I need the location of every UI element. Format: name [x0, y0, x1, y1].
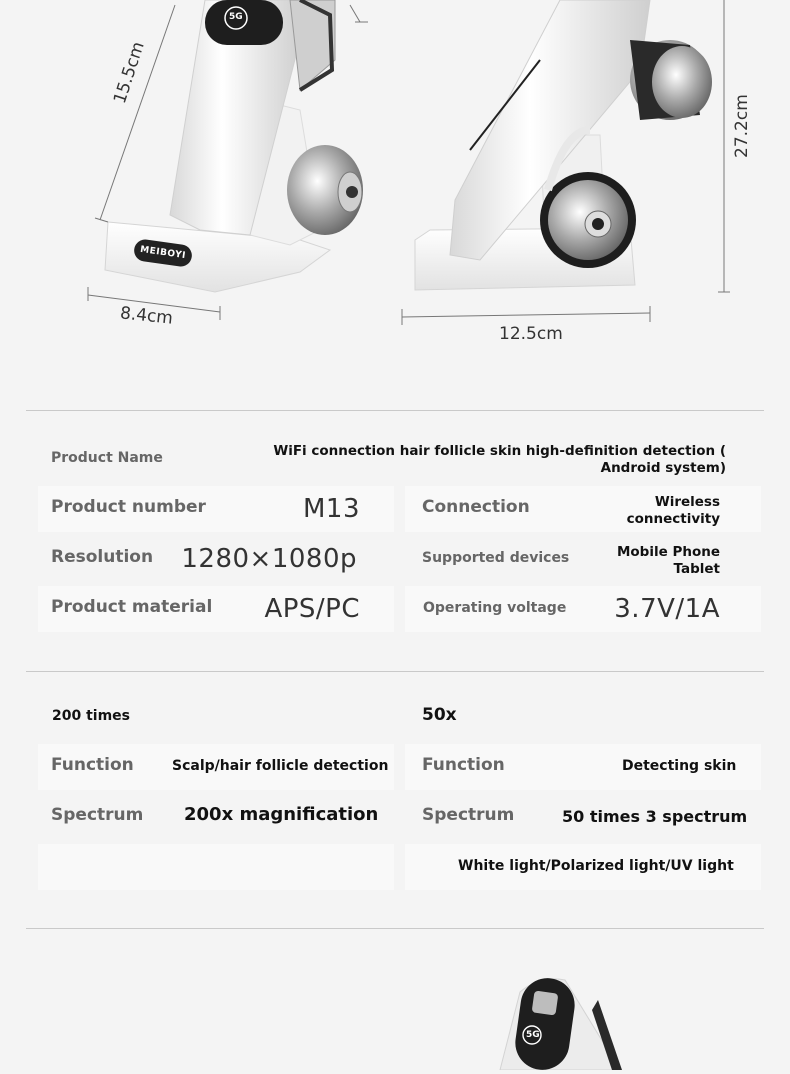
section-divider: [26, 928, 764, 929]
lens-left-title: 200 times: [52, 708, 131, 724]
device-top-drawing: [0, 930, 790, 1070]
section-divider: [26, 410, 764, 411]
lens-left-function-label: Function: [51, 755, 134, 775]
voltage-value: 3.7V/1A: [614, 594, 720, 624]
lens-left-spectrum-label: Spectrum: [51, 805, 144, 825]
lens-cell: [38, 844, 394, 890]
section-divider: [26, 671, 764, 672]
product-dimension-illustration: [0, 0, 790, 380]
lens-right-spectrum-detail: White light/Polarized light/UV light: [458, 858, 734, 874]
voltage-label: Operating voltage: [423, 600, 567, 616]
product-name-line1: WiFi connection hair follicle skin high-definition detection (: [273, 443, 726, 459]
product-name-value: [256, 443, 726, 477]
material-label: Product material: [51, 597, 213, 617]
connection-line1: Wireless: [654, 494, 720, 510]
dimension-width-small: 8.4cm: [119, 303, 174, 329]
brand-logo: MEIBOYI: [133, 238, 193, 268]
product-name-line2: Android system): [600, 460, 726, 476]
product-number-value: M13: [302, 494, 360, 524]
resolution-label: Resolution: [51, 547, 154, 567]
signal-icon: 5G: [526, 1030, 540, 1040]
lens-right-title: 50x: [422, 705, 457, 725]
lens-left-spectrum: 200x magnification: [184, 804, 379, 825]
lens-left-function: Scalp/hair follicle detection: [172, 758, 389, 774]
dimension-width-large: 12.5cm: [499, 324, 563, 344]
product-number-label: Product number: [51, 497, 206, 517]
lens-right-spectrum: 50 times 3 spectrum: [562, 807, 748, 826]
supported-devices-value: [617, 544, 720, 578]
connection-value: [627, 494, 720, 528]
supported-devices-label: Supported devices: [422, 550, 570, 566]
bottom-device-illustration: [0, 930, 790, 1070]
dimension-height-small: 15.5cm: [110, 39, 149, 107]
lens-right-function: Detecting skin: [622, 758, 737, 774]
resolution-value: 1280×1080p: [181, 544, 357, 574]
lens-right-function-label: Function: [422, 755, 505, 775]
signal-icon: 5G: [229, 12, 243, 22]
material-value: APS/PC: [264, 594, 360, 624]
product-name-label: Product Name: [51, 450, 163, 466]
connection-line2: connectivity: [626, 511, 720, 527]
dimension-height-large: 27.2cm: [732, 94, 752, 158]
lens-right-spectrum-label: Spectrum: [422, 805, 515, 825]
supported-devices-line1: Mobile Phone: [616, 544, 720, 560]
supported-devices-line2: Tablet: [673, 561, 720, 577]
connection-label: Connection: [422, 497, 530, 517]
